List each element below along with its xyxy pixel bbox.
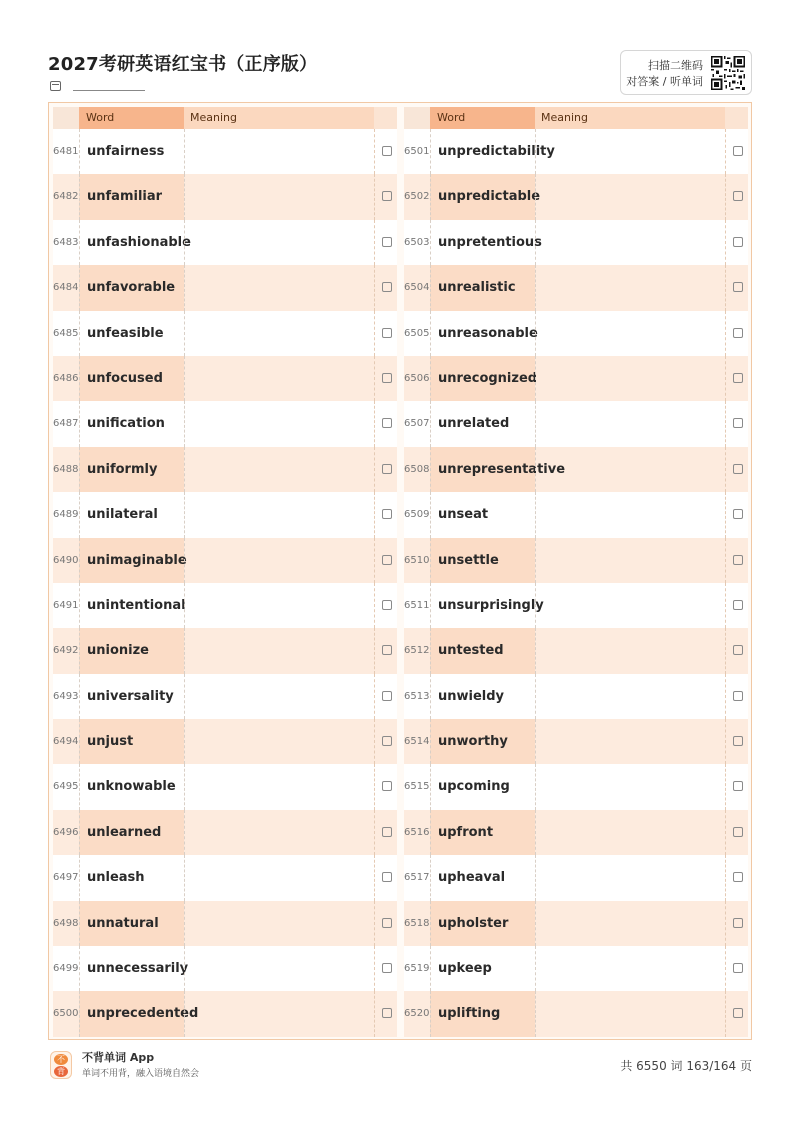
- word-row: [53, 356, 397, 401]
- word-number: 6497: [53, 872, 79, 884]
- word-number: 6484: [53, 282, 79, 294]
- word-text: upkeep: [430, 946, 535, 991]
- right-rows: [404, 129, 748, 1037]
- checkbox[interactable]: [733, 418, 743, 428]
- word-row: [404, 674, 748, 719]
- page-info: 共 6550 词 163/164 页: [620, 1059, 752, 1073]
- word-number: 6483: [53, 236, 79, 248]
- word-number: 6495: [53, 781, 79, 793]
- word-text: unrealistic: [430, 265, 535, 310]
- word-number: 6514: [404, 736, 430, 748]
- qr-code-icon[interactable]: [711, 56, 745, 90]
- word-row: [404, 583, 748, 628]
- word-row: [404, 265, 748, 310]
- checkbox[interactable]: [382, 555, 392, 565]
- word-number: 6494: [53, 736, 79, 748]
- word-number: 6510: [404, 554, 430, 566]
- word-text: unfamiliar: [79, 174, 184, 219]
- meaning-blank[interactable]: [535, 220, 725, 265]
- word-row: [53, 583, 397, 628]
- meaning-blank[interactable]: [184, 401, 374, 446]
- meaning-blank[interactable]: [535, 764, 725, 809]
- meaning-blank[interactable]: [535, 492, 725, 537]
- vocabulary-sheet: [48, 102, 752, 1040]
- checkbox[interactable]: [382, 1008, 392, 1018]
- calendar-icon: [50, 81, 61, 91]
- checkbox[interactable]: [733, 464, 743, 474]
- word-text: unsettle: [430, 538, 535, 583]
- word-row: [53, 401, 397, 446]
- word-text: upcoming: [430, 764, 535, 809]
- check-cell: [374, 129, 397, 174]
- word-row: [53, 764, 397, 809]
- check-cell: [374, 174, 397, 219]
- word-text: unfavorable: [79, 265, 184, 310]
- word-row: [53, 946, 397, 991]
- word-number: 6519: [404, 963, 430, 975]
- date-blank: [73, 80, 145, 91]
- check-cell: [374, 764, 397, 809]
- word-number: 6482: [53, 191, 79, 203]
- meaning-blank[interactable]: [535, 855, 725, 900]
- word-row: [404, 356, 748, 401]
- checkbox[interactable]: [382, 191, 392, 201]
- check-cell: [374, 538, 397, 583]
- check-cell: [374, 492, 397, 537]
- checkbox[interactable]: [733, 282, 743, 292]
- check-cell: [725, 855, 748, 900]
- checkbox[interactable]: [382, 146, 392, 156]
- checkbox[interactable]: [382, 872, 392, 882]
- check-cell: [725, 265, 748, 310]
- word-text: unworthy: [430, 719, 535, 764]
- qr-code-panel[interactable]: [620, 50, 752, 95]
- checkbox[interactable]: [733, 781, 743, 791]
- meaning-blank[interactable]: [184, 628, 374, 673]
- checkbox[interactable]: [733, 872, 743, 882]
- meaning-blank[interactable]: [535, 311, 725, 356]
- check-cell: [374, 674, 397, 719]
- word-number: 6518: [404, 917, 430, 929]
- word-text: unleash: [79, 855, 184, 900]
- word-text: unfairness: [79, 129, 184, 174]
- check-cell: [725, 401, 748, 446]
- number-header: [53, 107, 79, 129]
- check-cell: [374, 855, 397, 900]
- word-number: 6513: [404, 690, 430, 702]
- logo-char-top: 不: [54, 1054, 68, 1065]
- check-cell: [725, 991, 748, 1036]
- checkbox[interactable]: [382, 918, 392, 928]
- column-header: [53, 107, 397, 129]
- meaning-blank[interactable]: [184, 810, 374, 855]
- checkbox[interactable]: [733, 645, 743, 655]
- word-row: [53, 447, 397, 492]
- word-text: unfeasible: [79, 311, 184, 356]
- word-text: unification: [79, 401, 184, 446]
- checkbox[interactable]: [382, 328, 392, 338]
- word-number: 6504: [404, 282, 430, 294]
- word-number: 6517: [404, 872, 430, 884]
- meaning-blank[interactable]: [535, 583, 725, 628]
- meaning-blank[interactable]: [184, 946, 374, 991]
- meaning-blank[interactable]: [535, 628, 725, 673]
- word-row: [53, 991, 397, 1036]
- check-cell: [725, 447, 748, 492]
- word-text: unintentional: [79, 583, 184, 628]
- qr-caption: [626, 58, 703, 90]
- check-cell: [725, 538, 748, 583]
- check-cell: [725, 719, 748, 764]
- word-number: 6489: [53, 509, 79, 521]
- meaning-header: Meaning: [535, 107, 725, 129]
- word-row: [404, 538, 748, 583]
- word-row: [53, 311, 397, 356]
- word-text: unsurprisingly: [430, 583, 535, 628]
- checkbox[interactable]: [733, 373, 743, 383]
- word-row: [53, 855, 397, 900]
- word-text: unfashionable: [79, 220, 184, 265]
- word-text: unjust: [79, 719, 184, 764]
- word-text: unnatural: [79, 901, 184, 946]
- word-text: unwieldy: [430, 674, 535, 719]
- check-cell: [374, 583, 397, 628]
- word-row: [404, 220, 748, 265]
- check-cell: [374, 901, 397, 946]
- meaning-blank[interactable]: [184, 311, 374, 356]
- word-row: [53, 220, 397, 265]
- check-cell: [374, 628, 397, 673]
- word-row: [404, 901, 748, 946]
- column-header: [404, 107, 748, 129]
- word-number: 6481: [53, 146, 79, 157]
- word-text: unfocused: [79, 356, 184, 401]
- checkbox[interactable]: [733, 918, 743, 928]
- number-header: [404, 107, 430, 129]
- check-header: [374, 107, 397, 129]
- checkbox[interactable]: [733, 237, 743, 247]
- qr-caption-line1: 扫描二维码: [648, 59, 703, 72]
- word-row: [404, 719, 748, 764]
- check-cell: [725, 764, 748, 809]
- word-number: 6485: [53, 327, 79, 339]
- word-text: unnecessarily: [79, 946, 184, 991]
- word-text: unreasonable: [430, 311, 535, 356]
- word-text: universality: [79, 674, 184, 719]
- meaning-blank[interactable]: [184, 991, 374, 1036]
- checkbox[interactable]: [382, 963, 392, 973]
- word-row: [404, 855, 748, 900]
- meaning-blank[interactable]: [184, 719, 374, 764]
- meaning-blank[interactable]: [535, 946, 725, 991]
- page-title: 2027考研英语红宝书（正序版）: [48, 54, 318, 75]
- meaning-blank[interactable]: [184, 447, 374, 492]
- word-number: 6508: [404, 463, 430, 475]
- word-number: 6520: [404, 1008, 430, 1020]
- word-number: 6516: [404, 826, 430, 838]
- word-row: [404, 810, 748, 855]
- app-brand: 不背单词 App: [82, 1051, 155, 1064]
- qr-caption-line2: 对答案 / 听单词: [626, 75, 703, 88]
- word-row: [404, 492, 748, 537]
- word-text: upheaval: [430, 855, 535, 900]
- check-cell: [725, 174, 748, 219]
- word-header: Word: [430, 107, 535, 129]
- word-row: [404, 628, 748, 673]
- check-cell: [725, 356, 748, 401]
- check-cell: [725, 946, 748, 991]
- word-text: unionize: [79, 628, 184, 673]
- word-row: [404, 764, 748, 809]
- meaning-blank[interactable]: [184, 129, 374, 174]
- word-text: untested: [430, 628, 535, 673]
- check-cell: [374, 719, 397, 764]
- word-number: 6501: [404, 146, 430, 157]
- checkbox[interactable]: [382, 691, 392, 701]
- word-number: 6492: [53, 645, 79, 657]
- check-cell: [725, 220, 748, 265]
- word-row: [53, 265, 397, 310]
- word-row: [53, 719, 397, 764]
- word-number: 6487: [53, 418, 79, 430]
- meaning-blank[interactable]: [184, 356, 374, 401]
- meaning-blank[interactable]: [535, 356, 725, 401]
- word-row: [53, 628, 397, 673]
- meaning-blank[interactable]: [184, 901, 374, 946]
- meaning-blank[interactable]: [535, 129, 725, 174]
- meaning-blank[interactable]: [184, 174, 374, 219]
- word-number: 6506: [404, 372, 430, 384]
- word-number: 6511: [404, 599, 430, 611]
- word-number: 6509: [404, 509, 430, 521]
- word-row: [404, 129, 748, 174]
- check-cell: [725, 311, 748, 356]
- app-slogan: 单词不用背，融入语境自然会: [82, 1069, 200, 1079]
- word-number: 6507: [404, 418, 430, 430]
- check-cell: [725, 674, 748, 719]
- check-cell: [725, 901, 748, 946]
- word-number: 6491: [53, 599, 79, 611]
- word-row: [53, 492, 397, 537]
- check-cell: [374, 991, 397, 1036]
- word-text: uplifting: [430, 991, 535, 1036]
- word-number: 6499: [53, 963, 79, 975]
- word-row: [404, 311, 748, 356]
- checkbox[interactable]: [382, 282, 392, 292]
- checkbox[interactable]: [382, 509, 392, 519]
- date-row: [50, 80, 145, 91]
- meaning-blank[interactable]: [535, 538, 725, 583]
- word-text: unpredictable: [430, 174, 535, 219]
- word-text: upfront: [430, 810, 535, 855]
- word-text: unrecognized: [430, 356, 535, 401]
- word-row: [53, 901, 397, 946]
- meaning-blank[interactable]: [535, 901, 725, 946]
- checkbox[interactable]: [733, 555, 743, 565]
- word-row: [53, 129, 397, 174]
- meaning-header: Meaning: [184, 107, 374, 129]
- meaning-blank[interactable]: [535, 719, 725, 764]
- checkbox[interactable]: [733, 1008, 743, 1018]
- meaning-blank[interactable]: [184, 265, 374, 310]
- word-row: [53, 174, 397, 219]
- word-text: unimaginable: [79, 538, 184, 583]
- left-column: [53, 107, 397, 1037]
- meaning-blank[interactable]: [535, 401, 725, 446]
- word-number: 6503: [404, 236, 430, 248]
- checkbox[interactable]: [382, 600, 392, 610]
- word-row: [404, 946, 748, 991]
- meaning-blank[interactable]: [184, 855, 374, 900]
- word-number: 6493: [53, 690, 79, 702]
- checkbox[interactable]: [382, 373, 392, 383]
- check-cell: [374, 401, 397, 446]
- checkbox[interactable]: [382, 418, 392, 428]
- checkbox[interactable]: [733, 963, 743, 973]
- meaning-blank[interactable]: [535, 174, 725, 219]
- meaning-blank[interactable]: [184, 492, 374, 537]
- word-text: unpredictability: [430, 129, 535, 174]
- check-cell: [374, 265, 397, 310]
- word-text: unilateral: [79, 492, 184, 537]
- checkbox[interactable]: [733, 691, 743, 701]
- word-number: 6512: [404, 645, 430, 657]
- left-rows: [53, 129, 397, 1037]
- app-logo: [50, 1051, 72, 1079]
- word-number: 6502: [404, 191, 430, 203]
- word-text: unlearned: [79, 810, 184, 855]
- meaning-blank[interactable]: [535, 674, 725, 719]
- word-row: [404, 447, 748, 492]
- meaning-blank[interactable]: [184, 538, 374, 583]
- word-number: 6490: [53, 554, 79, 566]
- check-cell: [725, 810, 748, 855]
- checkbox[interactable]: [382, 645, 392, 655]
- check-cell: [374, 946, 397, 991]
- word-number: 6515: [404, 781, 430, 793]
- word-number: 6498: [53, 917, 79, 929]
- word-row: [404, 174, 748, 219]
- checkbox[interactable]: [382, 781, 392, 791]
- checkbox[interactable]: [733, 600, 743, 610]
- checkbox[interactable]: [382, 237, 392, 247]
- word-row: [404, 401, 748, 446]
- checkbox[interactable]: [733, 146, 743, 156]
- checkbox[interactable]: [733, 328, 743, 338]
- word-row: [53, 674, 397, 719]
- meaning-blank[interactable]: [535, 265, 725, 310]
- check-cell: [374, 810, 397, 855]
- checkbox[interactable]: [733, 509, 743, 519]
- word-row: [404, 991, 748, 1036]
- checkbox[interactable]: [382, 827, 392, 837]
- check-cell: [725, 492, 748, 537]
- right-column: [404, 107, 748, 1037]
- word-header: Word: [79, 107, 184, 129]
- word-number: 6496: [53, 826, 79, 838]
- checkbox[interactable]: [733, 736, 743, 746]
- word-text: unknowable: [79, 764, 184, 809]
- word-text: unpretentious: [430, 220, 535, 265]
- meaning-blank[interactable]: [184, 764, 374, 809]
- check-cell: [374, 220, 397, 265]
- word-text: unrelated: [430, 401, 535, 446]
- meaning-blank[interactable]: [184, 220, 374, 265]
- checkbox[interactable]: [382, 736, 392, 746]
- check-cell: [374, 356, 397, 401]
- word-number: 6488: [53, 463, 79, 475]
- word-text: unrepresentative: [430, 447, 535, 492]
- meaning-blank[interactable]: [535, 447, 725, 492]
- word-text: upholster: [430, 901, 535, 946]
- checkbox[interactable]: [382, 464, 392, 474]
- meaning-blank[interactable]: [535, 810, 725, 855]
- word-text: uniformly: [79, 447, 184, 492]
- word-row: [53, 810, 397, 855]
- check-cell: [374, 311, 397, 356]
- word-number: 6505: [404, 327, 430, 339]
- check-cell: [725, 129, 748, 174]
- logo-char-bottom: 背: [54, 1066, 68, 1077]
- checkbox[interactable]: [733, 827, 743, 837]
- check-cell: [374, 447, 397, 492]
- meaning-blank[interactable]: [184, 674, 374, 719]
- word-text: unseat: [430, 492, 535, 537]
- word-number: 6500: [53, 1008, 79, 1020]
- check-cell: [725, 583, 748, 628]
- checkbox[interactable]: [733, 191, 743, 201]
- meaning-blank[interactable]: [535, 991, 725, 1036]
- word-text: unprecedented: [79, 991, 184, 1036]
- check-cell: [725, 628, 748, 673]
- check-header: [725, 107, 748, 129]
- word-number: 6486: [53, 372, 79, 384]
- meaning-blank[interactable]: [184, 583, 374, 628]
- word-row: [53, 538, 397, 583]
